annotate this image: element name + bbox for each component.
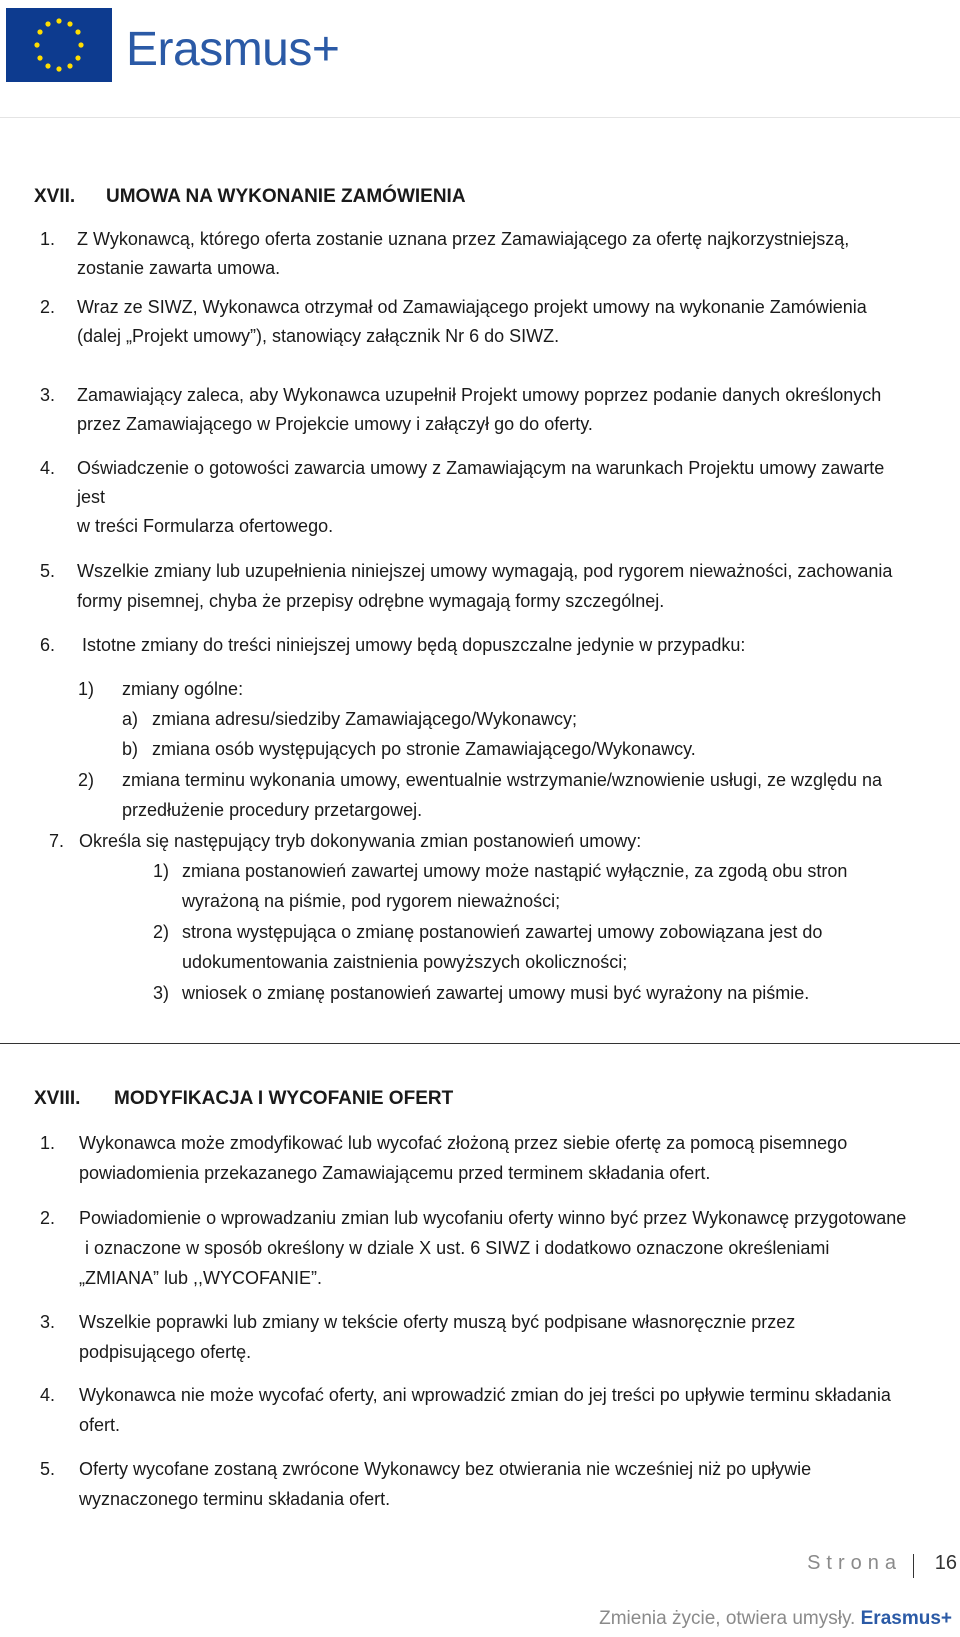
subsubitem-text: zmiana osób występujących po stronie Zamawiającego/Wykonawcy. xyxy=(152,739,696,759)
item-text: zostanie zawarta umowa. xyxy=(77,258,281,278)
subitem-number: 1) xyxy=(78,679,95,699)
item-text: Z Wykonawcą, którego oferta zostanie uznana przez Zamawiającego za ofertę najkorzystniejszą, xyxy=(77,229,850,249)
item-text: Wraz ze SIWZ, Wykonawca otrzymał od Zamawiającego projekt umowy na wykonanie Zamówienia xyxy=(77,297,867,317)
item-text: podpisującego ofertę. xyxy=(79,1342,252,1362)
item-text: jest xyxy=(77,487,106,507)
slogan-brand: Erasmus+ xyxy=(860,1608,952,1629)
subsubitem-text: zmiana adresu/siedziby Zamawiającego/Wykonawcy; xyxy=(152,709,578,729)
item-text: i oznaczone w sposób określony w dziale X ust. 6 SIWZ i dodatkowo oznaczone określeniami xyxy=(85,1238,830,1258)
subsubitem-letter: b) xyxy=(122,739,139,759)
item-text: Wykonawca może zmodyfikować lub wycofać złożoną przez siebie ofertę za pomocą pisemnego xyxy=(79,1133,848,1153)
subitem-text: strona występująca o zmianę postanowień zawartej umowy zobowiązana jest do xyxy=(182,922,823,942)
page-number: 16 xyxy=(934,1552,957,1574)
subitem-text: wniosek o zmianę postanowień zawartej umowy musi być wyrażony na piśmie. xyxy=(182,983,810,1003)
item-text: Istotne zmiany do treści niniejszej umowy będą dopuszczalne jedynie w przypadku: xyxy=(82,635,746,655)
header-divider xyxy=(0,117,960,118)
eu-flag-icon xyxy=(6,8,112,82)
item-text: Wszelkie poprawki lub zmiany w tekście oferty muszą być podpisane własnoręcznie przez xyxy=(79,1312,796,1332)
item-number: 1. xyxy=(40,229,56,249)
item-text: przez Zamawiającego w Projekcie umowy i załączył go do oferty. xyxy=(77,414,593,434)
item-text: Powiadomienie o wprowadzaniu zmian lub wycofaniu oferty winno być przez Wykonawcę przygotowane xyxy=(79,1208,907,1228)
subitem-number: 2) xyxy=(153,922,170,942)
subitem-text: przedłużenie procedury przetargowej. xyxy=(122,800,423,820)
subitem-number: 2) xyxy=(78,770,95,790)
item-text: Zamawiający zaleca, aby Wykonawca uzupełnił Projekt umowy poprzez podanie danych określonych xyxy=(77,385,882,405)
page-number-block xyxy=(760,1552,960,1582)
subitem-number: 3) xyxy=(153,983,170,1003)
subsubitem-letter: a) xyxy=(122,709,139,729)
item-text: w treści Formularza ofertowego. xyxy=(77,516,334,536)
item-number: 5. xyxy=(40,1459,56,1479)
item-number: 5. xyxy=(40,561,56,581)
page-separator xyxy=(913,1554,914,1578)
subitem-text: wyrażoną na piśmie, pod rygorem nieważności; xyxy=(182,891,561,911)
section-18-title: MODYFIKACJA I WYCOFANIE OFERT xyxy=(114,1088,454,1109)
item-number: 3. xyxy=(40,385,56,405)
item-text: Oferty wycofane zostaną zwrócone Wykonawcy bez otwierania nie wcześniej niż po upływie xyxy=(79,1459,812,1479)
subitem-text: udokumentowania zaistnienia powyższych okoliczności; xyxy=(182,952,628,972)
item-text: Określa się następujący tryb dokonywania zmian postanowień umowy: xyxy=(79,831,642,851)
item-text: Oświadczenie o gotowości zawarcia umowy z Zamawiającym na warunkach Projektu umowy zawarte xyxy=(77,458,885,478)
item-text: ofert. xyxy=(79,1415,121,1435)
erasmus-logo xyxy=(6,8,356,84)
slogan-text: Zmienia życie, otwiera umysły. xyxy=(599,1608,856,1629)
subitem-number: 1) xyxy=(153,861,170,881)
item-text: „ZMIANA” lub ,,WYCOFANIE”. xyxy=(79,1268,323,1288)
item-number: 6. xyxy=(40,635,56,655)
item-number: 4. xyxy=(40,458,56,478)
subitem-text: zmiana terminu wykonania umowy, ewentualnie wstrzymanie/wznowienie usługi, ze względu na xyxy=(122,770,883,790)
item-text: (dalej „Projekt umowy”), stanowiący załącznik Nr 6 do SIWZ. xyxy=(77,326,560,346)
item-text: Wszelkie zmiany lub uzupełnienia niniejszej umowy wymagają, pod rygorem nieważności, zachowania xyxy=(77,561,893,581)
section-17-title: UMOWA NA WYKONANIE ZAMÓWIENIA xyxy=(106,186,466,207)
item-number: 4. xyxy=(40,1385,56,1405)
item-text: formy pisemnej, chyba że przepisy odrębne wymagają formy szczególnej. xyxy=(77,591,665,611)
item-number: 3. xyxy=(40,1312,56,1332)
section-18-number: XVIII. xyxy=(34,1088,81,1109)
subitem-text: zmiana postanowień zawartej umowy może nastąpić wyłącznie, za zgodą obu stron xyxy=(182,861,848,881)
footer-slogan xyxy=(599,1608,952,1630)
item-number: 7. xyxy=(49,831,65,851)
section-17-number: XVII. xyxy=(34,186,76,207)
section-divider xyxy=(0,1043,960,1044)
item-number: 1. xyxy=(40,1133,56,1153)
brand-wordmark: Erasmus+ xyxy=(126,23,340,76)
subitem-text: zmiany ogólne: xyxy=(122,679,244,699)
item-text: powiadomienia przekazanego Zamawiającemu przed terminem składania ofert. xyxy=(79,1163,711,1183)
page-word: Strona xyxy=(807,1552,902,1574)
item-text: wyznaczonego terminu składania ofert. xyxy=(79,1489,391,1509)
item-text: Wykonawca nie może wycofać oferty, ani wprowadzić zmian do jej treści po upływie terminu składania xyxy=(79,1385,891,1405)
item-number: 2. xyxy=(40,1208,56,1228)
item-number: 2. xyxy=(40,297,56,317)
